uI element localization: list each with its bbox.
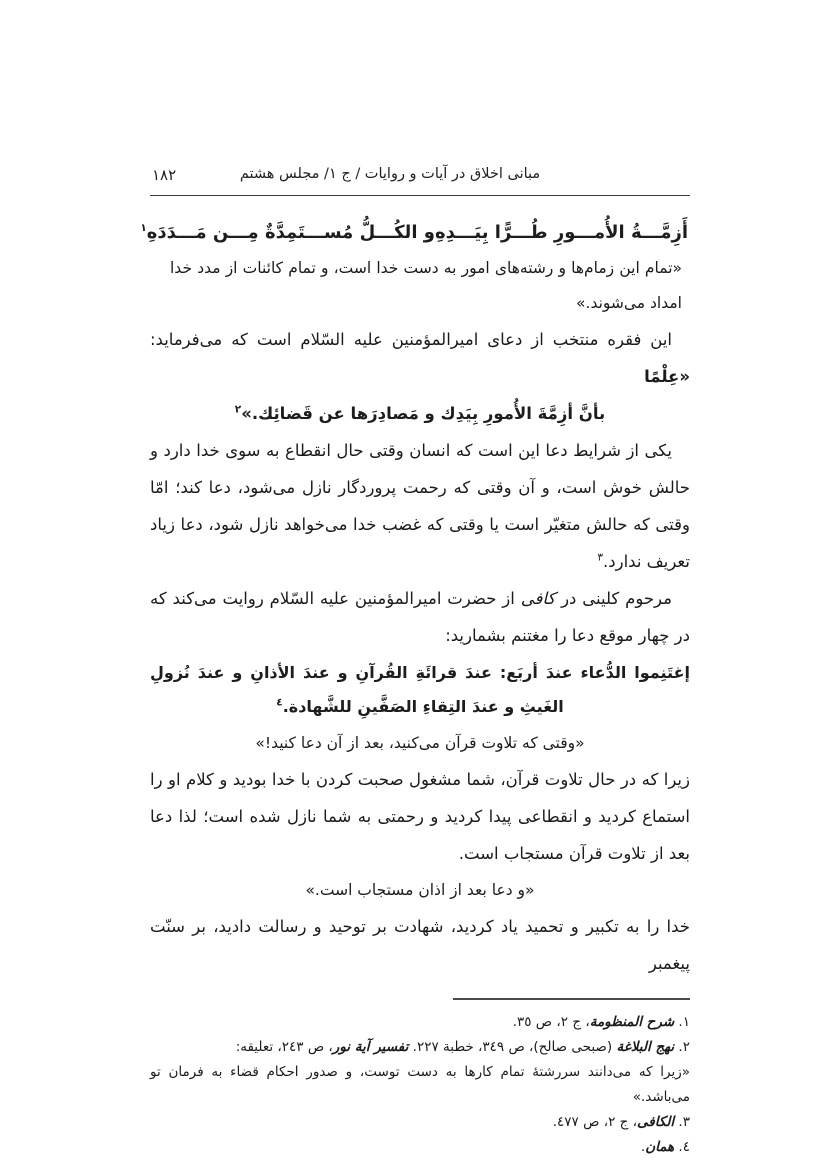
explanation-paragraph: زیرا که در حال تلاوت قرآن، شما مشغول صحبت کردن با خدا بودید و کلام او را استماع کردید و انقطاعی پیدا کردید و رحمتی به شما نازل شده است؛ لذا دعا بعد از تلاوت قرآن مستجاب است. <box>150 770 690 863</box>
dua-footnote-ref: ٢ <box>234 403 242 416</box>
hadith-translation: «وقتی که تلاوت قرآن می‌کنید، بعد از آن دعا کنید!» <box>255 734 585 752</box>
page-number: ١٨٢ <box>152 166 177 184</box>
book-title-tafsir-aye-nur: تفسير آية نور <box>332 1039 409 1055</box>
footnote-3: ٣. الکافی، ج ٢، ص ٤٧٧. <box>552 1114 690 1130</box>
footnote-divider <box>453 998 690 1000</box>
verse-hemistich-right: أَزِمَّـــةُ الأُمـــورِ طُـــرًّا بِيَـــدِهِ <box>434 222 688 243</box>
intro-quote-start: «عِلْمًا <box>644 367 690 386</box>
intro-paragraph <box>150 321 690 395</box>
footnote-1: ١. شرح المنظومة، ج ٢، ص ٣٥. <box>512 1014 690 1030</box>
hadith-quote: إغتَنِموا الدُّعاء عندَ أربَع: عندَ قرائَةِ القُرآنِ و عندَ الأذانِ و عندَ نُزولِ الغَيثِ و عندَ التِقاءِ الصَفَّينِ للشَّهادة.$^٤$ <box>150 663 690 716</box>
hadith-footnote-ref: ٤ <box>276 696 283 709</box>
verse-hemistich-left: و الكُـــلُّ مُســـتَمِدَّةٌ مِـــن مَـــدَدَهِ$^١$ <box>140 222 435 243</box>
dua-quote-line: بأنَّ أزِمَّةَ الأُمورِ بِيَدِك و مَصادِرَها عن قَضائِك.»$^٢$ <box>234 403 606 423</box>
footnote-2-note: «زیرا که می‌دانند سررشتۀ تمام کارها به دست توست، و صدور احکام قضاء به فرمان تو می‌باشد.» <box>150 1064 690 1105</box>
conditions-footnote-ref: ٣ <box>597 551 604 564</box>
book-title-nahj-balagha: نهج البلاغة <box>616 1039 675 1055</box>
footnote-haman: همان <box>645 1139 675 1155</box>
poem-verse <box>140 222 688 243</box>
verse-translation: «تمام این زمام‌ها و رشته‌های امور به دست خدا است، و تمام کائنات از مدد خدا امداد می‌شوند.» <box>170 259 682 312</box>
kulayni-paragraph: مرحوم کلینی در کافی از حضرت امیرالمؤمنین علیه السّلام روایت می‌کند که در چهار موقع دعا را مغتنم بشمارید: <box>150 589 690 645</box>
book-title-kafi: کافی <box>520 589 556 608</box>
book-title-sharh-manzumeh: شرح المنظومة <box>589 1014 675 1030</box>
book-title-kafi-footnote: الکافی <box>637 1114 675 1130</box>
closing-paragraph: خدا را به تکبیر و تحمید یاد کردید، شهادت بر توحید و رسالت دادید، بر سنّت پیغمبر <box>150 917 690 973</box>
running-title: مبانی اخلاق در آیات و روایات / ج ١/ مجلس هشتم <box>239 166 541 182</box>
footnote-2: ٢. نهج البلاغة (صبحی صالح)، ص ٣٤٩، خطبة ٢٢٧. تفسير آية نور، ص ٢٤٣، تعلیقه: <box>235 1039 690 1055</box>
page-content <box>140 166 690 1160</box>
conditions-paragraph: یکی از شرایط دعا این است که انسان وقتی حال انقطاع به سوی خدا دارد و حالش خوش است، و آن وقتی که رحمت پروردگار نازل می‌شود، دعا کند؛ امّا وقتی که حالش متغیّر است یا وقتی که غضب خدا می‌خواهد نازل شود، دعا زیاد تعریف ندارد.$^٣$ <box>150 441 690 571</box>
azan-translation: «و دعا بعد از اذان مستجاب است.» <box>305 881 535 899</box>
verse-footnote-ref: ١ <box>140 222 147 234</box>
page-header <box>150 166 690 196</box>
footnotes-section <box>150 1010 690 1160</box>
footnote-4: ٤. همان. <box>640 1139 690 1155</box>
intro-text: این فقره منتخب از دعای امیرالمؤمنین علیه السّلام است که می‌فرماید: <box>150 330 672 349</box>
